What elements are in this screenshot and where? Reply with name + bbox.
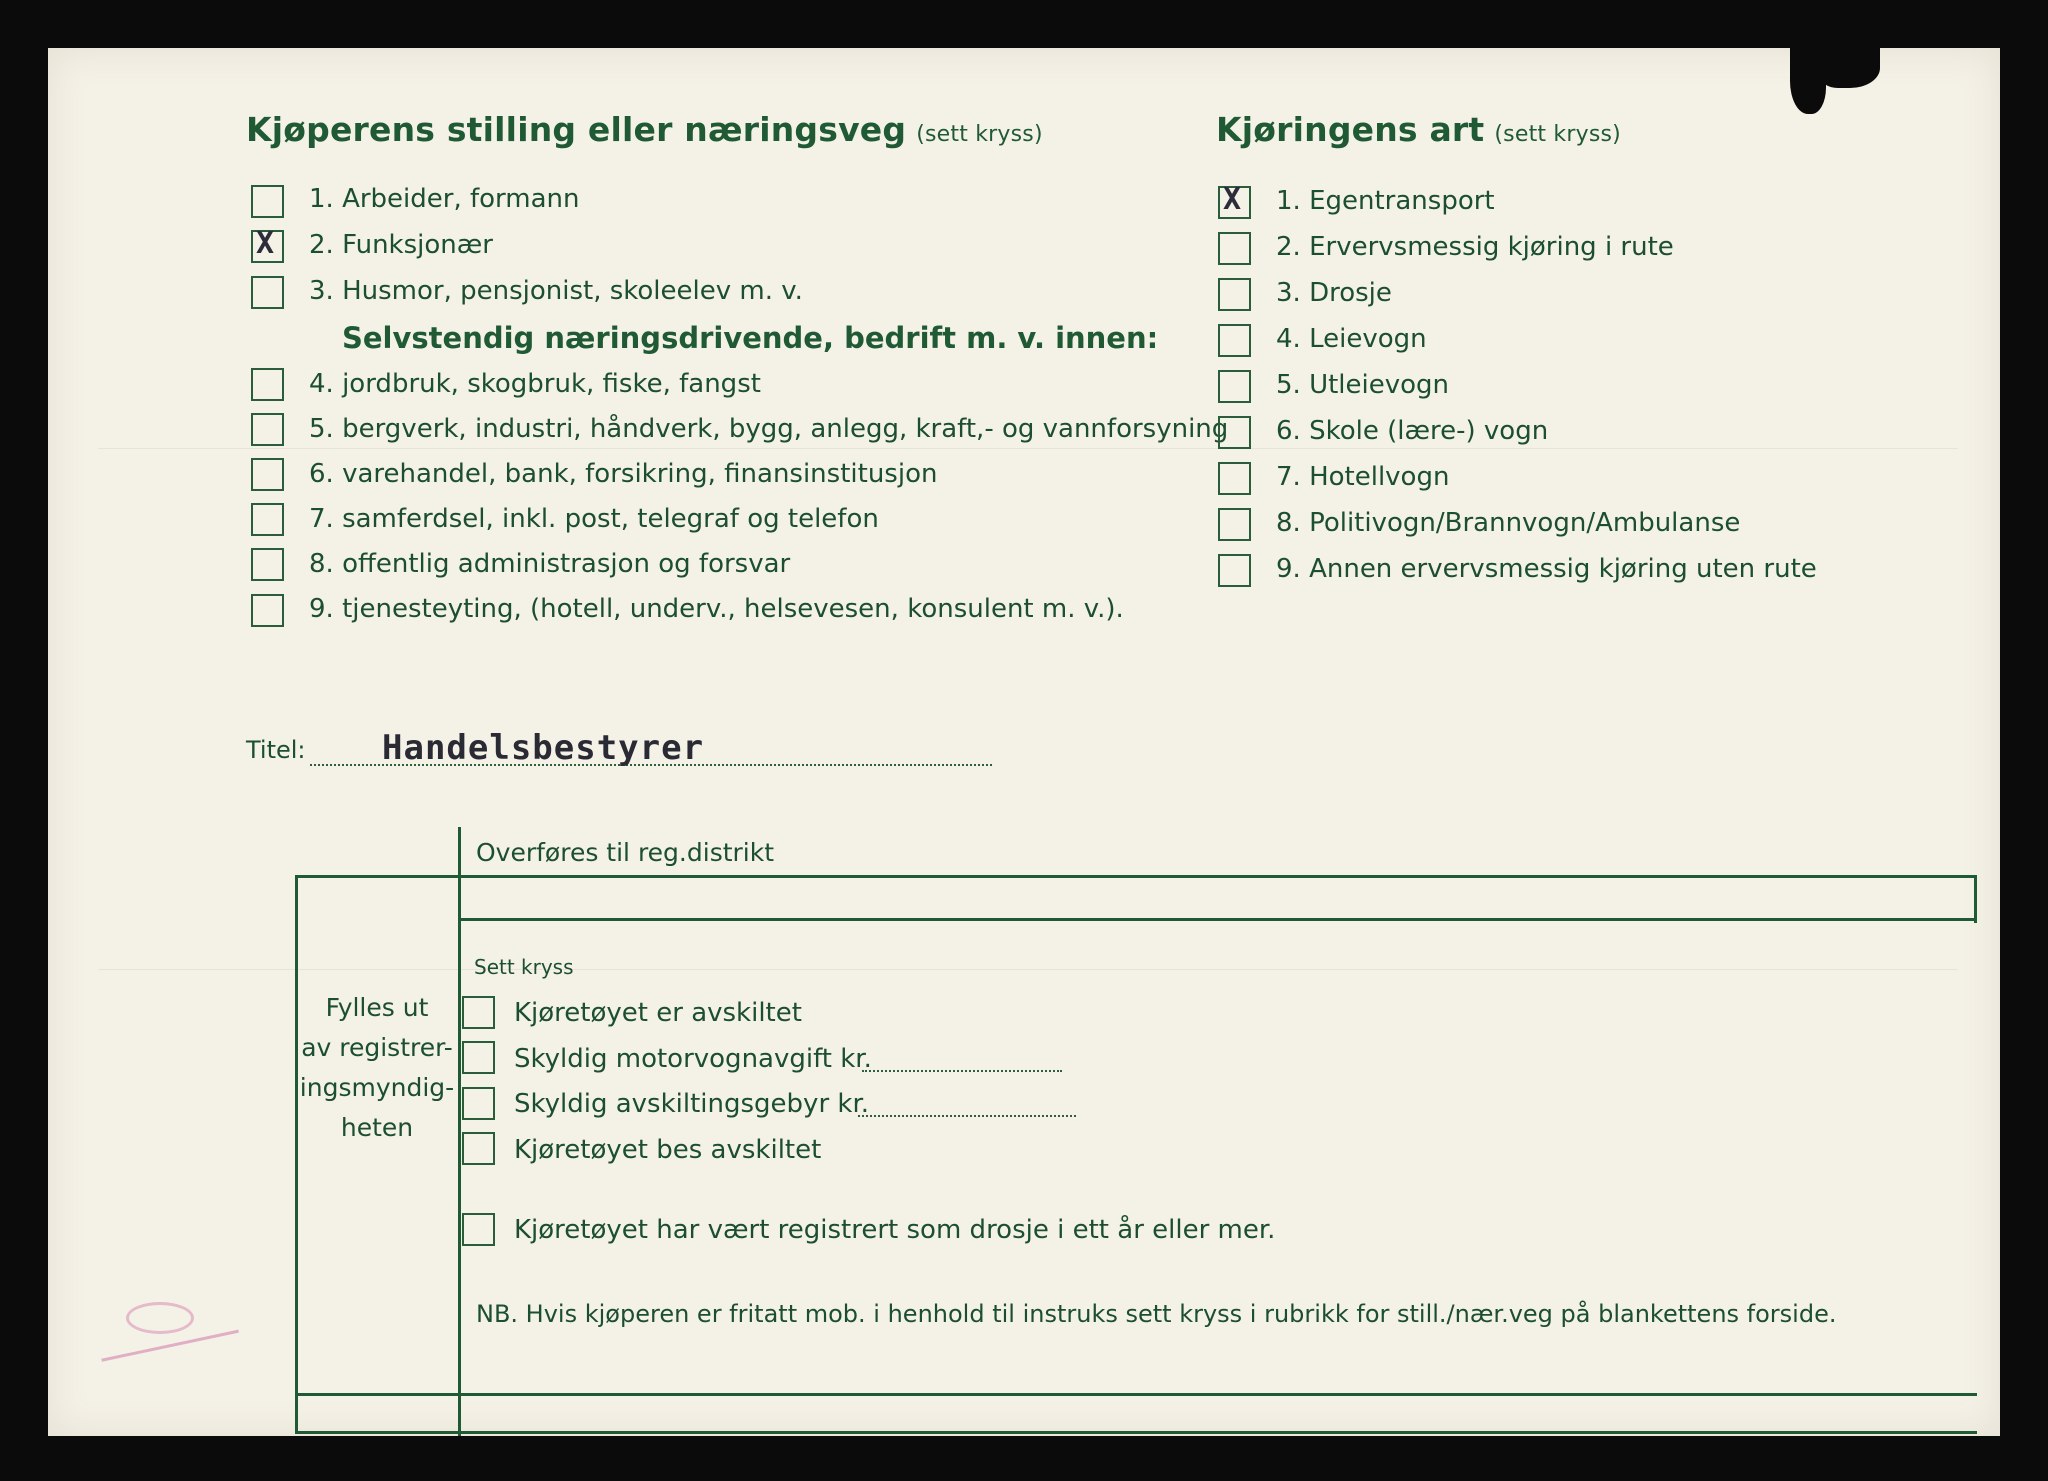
self-employed-subheading: Selvstendig næringsdrivende, bedrift m. v. innen: [342,321,1159,355]
checkbox-hotellvogn[interactable] [1218,462,1251,495]
registry-box-right-edge [1974,875,1977,923]
checkbox-samferdsel[interactable] [251,503,284,536]
option-hotellvogn: 7. Hotellvogn [1276,462,1450,492]
option-drosje-ett-aar: Kjøretøyet har vært registrert som drosje i ett år eller mer. [514,1215,1276,1245]
option-egentransport: 1. Egentransport [1276,186,1495,216]
checkbox-tjenesteyting[interactable] [251,594,284,627]
option-tjenesteyting: 9. tjenesteyting, (hotell, underv., helsevesen, konsulent m. v.). [309,594,1124,624]
checkbox-avskiltet[interactable] [462,996,495,1029]
checkbox-avskiltingsgebyr[interactable] [462,1087,495,1120]
checkbox-motorvognavgift[interactable] [462,1041,495,1074]
option-drosje: 3. Drosje [1276,278,1392,308]
option-arbeider: 1. Arbeider, formann [309,184,580,214]
checkbox-politivogn[interactable] [1218,508,1251,541]
option-husmor: 3. Husmor, pensjonist, skoleelev m. v. [309,276,803,306]
checkbox-rute[interactable] [1218,232,1251,265]
checkbox-arbeider[interactable] [251,185,284,218]
transfer-label: Overføres til reg.distrikt [476,838,775,867]
sett-kryss-label: Sett kryss [474,955,574,979]
option-rute: 2. Ervervsmessig kjøring i rute [1276,232,1674,262]
driving-type-title: Kjøringens art [1216,110,1485,149]
title-field-label: Titel: [246,736,306,764]
checkbox-funksjonaer[interactable] [251,226,284,263]
option-offentlig: 8. offentlig administrasjon og forsvar [309,549,791,579]
side-label-line-2: av registrer- [301,1033,453,1062]
checkbox-utleievogn[interactable] [1218,370,1251,403]
checkbox-varehandel[interactable] [251,458,284,491]
torn-corner-2 [1820,48,1880,88]
option-motorvognavgift: Skyldig motorvognavgift kr. [514,1044,872,1074]
registry-side-label [298,988,456,1148]
checkbox-offentlig[interactable] [251,548,284,581]
avskiltingsgebyr-amount-line[interactable] [858,1115,1076,1117]
option-bes-avskiltet: Kjøretøyet bes avskiltet [514,1135,822,1165]
option-politivogn: 8. Politivogn/Brannvogn/Ambulanse [1276,508,1741,538]
registry-box-bottom-line [295,1393,1977,1396]
side-label-line-3: ingsmyndig- [299,1073,455,1102]
registry-box-top-right-line [295,875,1977,878]
buyer-occupation-hint: (sett kryss) [916,122,1043,147]
side-label-line-1: Fylles ut [325,993,429,1022]
buyer-occupation-heading [246,110,1043,149]
option-funksjonaer: 2. Funksjonær [309,230,493,260]
check-mark: X [1223,182,1242,217]
driving-type-heading [1216,110,1621,149]
pink-pencil-mark [101,1330,242,1380]
checkbox-bes-avskiltet[interactable] [462,1132,495,1165]
checkbox-leievogn[interactable] [1218,324,1251,357]
buyer-occupation-title: Kjøperens stilling eller næringsveg [246,110,907,149]
checkbox-husmor[interactable] [251,276,284,309]
option-skolevogn: 6. Skole (lære-) vogn [1276,416,1549,446]
option-utleievogn: 5. Utleievogn [1276,370,1450,400]
side-label-line-4: heten [340,1113,414,1142]
checkbox-jordbruk[interactable] [251,368,284,401]
checkbox-drosje[interactable] [1218,278,1251,311]
checkbox-annen[interactable] [1218,554,1251,587]
check-mark: X [256,226,275,261]
checkbox-skolevogn[interactable] [1218,416,1251,449]
checkbox-bergverk[interactable] [251,413,284,446]
option-avskiltingsgebyr: Skyldig avskiltingsgebyr kr. [514,1089,870,1119]
checkbox-egentransport[interactable] [1218,182,1251,219]
motorvognavgift-amount-line[interactable] [862,1070,1062,1072]
title-field-value[interactable]: Handelsbestyrer [382,728,705,768]
option-avskiltet: Kjøretøyet er avskiltet [514,998,802,1028]
option-jordbruk: 4. jordbruk, skogbruk, fiske, fangst [309,369,761,399]
option-annen: 9. Annen ervervsmessig kjøring uten rute [1276,554,1817,584]
option-bergverk: 5. bergverk, industri, håndverk, bygg, anlegg, kraft,- og vannforsyning [309,414,1229,444]
driving-type-hint: (sett kryss) [1494,122,1621,147]
option-samferdsel: 7. samferdsel, inkl. post, telegraf og telefon [309,504,879,534]
option-leievogn: 4. Leievogn [1276,324,1427,354]
option-varehandel: 6. varehandel, bank, forsikring, finansinstitusjon [309,459,938,489]
nb-note: NB. Hvis kjøperen er fritatt mob. i henhold til instruks sett kryss i rubrikk for still./nær.veg på blankettens forside. [476,1300,1837,1328]
pink-pencil-squiggle [126,1302,194,1334]
registry-transfer-line [458,918,1977,921]
form-sheet [48,48,2000,1436]
checkbox-drosje-ett-aar[interactable] [462,1213,495,1246]
